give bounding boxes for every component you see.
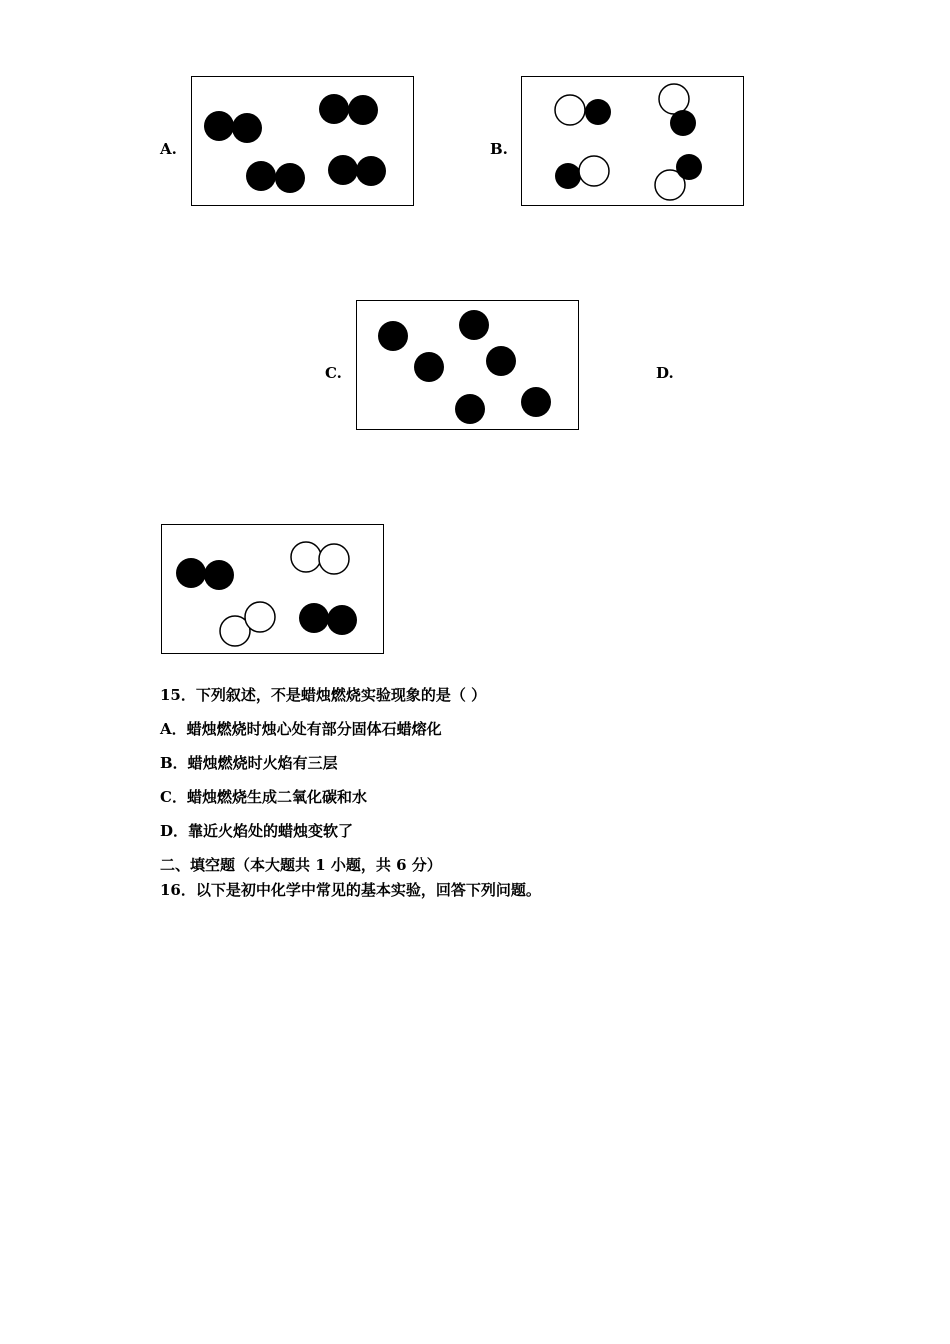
option-b-diagram xyxy=(521,76,744,206)
option-b-label: B. xyxy=(490,140,508,158)
question-16-stem: 16．以下是初中化学中常见的基本实验，回答下列问题。 xyxy=(160,881,541,899)
molecule-d4 xyxy=(299,603,357,635)
molecule-d2 xyxy=(291,542,349,574)
molecule-a3 xyxy=(246,161,305,193)
question-15-option-b: B．蜡烛燃烧时火焰有三层 xyxy=(160,754,338,772)
atom-c3 xyxy=(414,352,444,382)
question-15-option-d: D．靠近火焰处的蜡烛变软了 xyxy=(160,822,354,840)
molecule-d1 xyxy=(176,558,234,590)
molecule-a4 xyxy=(328,155,386,186)
option-a-diagram xyxy=(191,76,414,206)
option-d-label: D. xyxy=(656,364,674,382)
molecule-b4 xyxy=(655,154,702,200)
option-c-diagram xyxy=(356,300,579,430)
question-15-option-a: A．蜡烛燃烧时烛心处有部分固体石蜡熔化 xyxy=(160,720,442,738)
option-c-atoms xyxy=(357,301,580,431)
question-15-stem: 15．下列叙述，不是蜡烛燃烧实验现象的是（ ） xyxy=(160,686,487,704)
option-a-molecules xyxy=(192,77,415,207)
section-2-heading: 二、填空题（本大题共 1 小题，共 6 分） xyxy=(160,856,442,874)
option-d-molecules xyxy=(162,525,385,655)
option-c-label: C. xyxy=(325,364,342,382)
molecule-a1 xyxy=(204,111,262,143)
molecule-b2 xyxy=(659,84,696,136)
question-15-option-c: C．蜡烛燃烧生成二氧化碳和水 xyxy=(160,788,367,806)
molecule-b1 xyxy=(555,95,611,125)
option-b-molecules xyxy=(522,77,745,207)
option-a-label: A. xyxy=(160,140,177,158)
atom-c4 xyxy=(486,346,516,376)
molecule-d3 xyxy=(220,602,275,646)
atom-c2 xyxy=(459,310,489,340)
molecule-a2 xyxy=(319,94,378,125)
molecule-b3 xyxy=(555,156,609,189)
atom-c1 xyxy=(378,321,408,351)
atom-c6 xyxy=(521,387,551,417)
atom-c5 xyxy=(455,394,485,424)
option-d-diagram xyxy=(161,524,384,654)
